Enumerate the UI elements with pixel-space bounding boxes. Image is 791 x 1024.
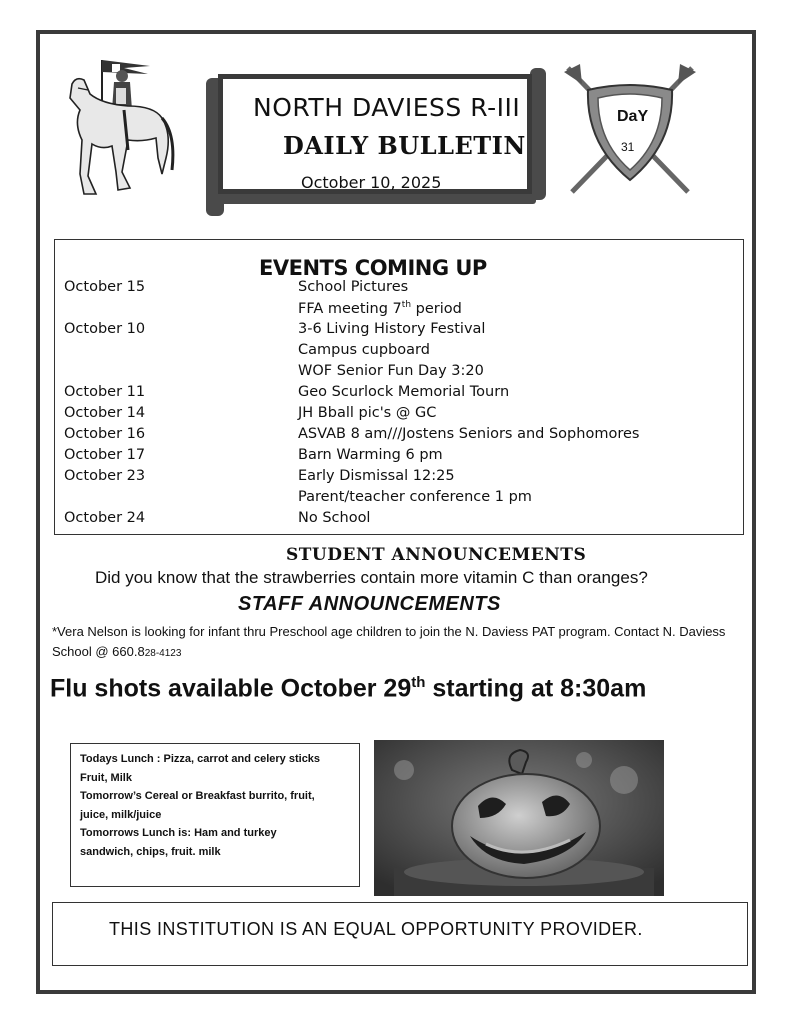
student-announcements-heading: STUDENT ANNOUNCEMENTS [286, 545, 587, 565]
event-text [298, 321, 485, 337]
knight-on-horse-icon [62, 54, 180, 210]
event-text [298, 489, 532, 505]
event-text-main: ASVAB 8 am///Jostens Seniors and Sophomores [298, 426, 640, 442]
phone-tail: 28-4123 [144, 648, 182, 659]
footer-box [52, 902, 748, 966]
event-text-main: JH Bball pic's @ GC [298, 405, 437, 421]
event-text-main: FFA meeting 7 [298, 300, 402, 317]
event-text-main: 3-6 Living History Festival [298, 321, 486, 337]
lunch-line: Tomorrows Lunch is: Ham and turkey [80, 827, 277, 839]
flu-sup: th [411, 674, 426, 691]
school-name: NORTH DAVIESS R-III [253, 93, 521, 122]
shield-swords-icon [560, 58, 700, 198]
event-date: October 24 [64, 510, 146, 526]
event-text [298, 426, 639, 442]
lunch-line: Tomorrow’s Cereal or Breakfast burrito, fruit, [80, 790, 315, 802]
bulletin-title: DAILY BULLETIN [283, 131, 526, 160]
event-text-main: WOF Senior Fun Day 3:20 [298, 363, 484, 379]
events-box [54, 239, 744, 535]
event-text-main: Parent/teacher conference 1 pm [298, 489, 532, 505]
lunch-line: juice, milk/juice [80, 808, 162, 821]
event-date: October 17 [64, 447, 146, 463]
flu-text: Flu shots available October 29 [50, 674, 412, 703]
event-text-after: period [411, 300, 462, 317]
event-text [298, 384, 509, 400]
staff-announcements-heading: STAFF ANNOUNCEMENTS [238, 593, 501, 615]
event-text-sup: th [401, 300, 412, 310]
event-date: October 11 [64, 384, 146, 400]
event-text-main: Early Dismissal 12:25 [298, 468, 455, 484]
header-banner [206, 70, 546, 222]
staff-announcement-body: *Vera Nelson is looking for infant thru Preschool age children to join the N. Daviess PAT program. Contact N. Daviess School @ 660.8 [52, 624, 726, 659]
header-box [218, 74, 532, 194]
day-label: DaY [617, 108, 649, 125]
event-text-main: Barn Warming 6 pm [298, 447, 443, 463]
event-date: October 15 [64, 279, 146, 295]
event-text [298, 363, 484, 379]
event-text [298, 300, 462, 317]
staff-announcement-text [52, 622, 752, 664]
flu-text-after: starting at 8:30am [425, 674, 647, 703]
carved-pumpkin-image [374, 740, 664, 896]
events-title: EVENTS COMING UP [259, 256, 487, 280]
event-date: October 14 [64, 405, 146, 421]
day-shield [560, 58, 700, 198]
flu-shots-notice [50, 674, 646, 703]
student-announcement-text: Did you know that the strawberries contain more vitamin C than oranges? [95, 568, 648, 587]
event-text [298, 342, 430, 358]
event-text [298, 468, 455, 484]
event-date: October 10 [64, 321, 146, 337]
event-text-main: School Pictures [298, 279, 409, 295]
event-date: October 23 [64, 468, 146, 484]
event-text [298, 279, 408, 295]
scroll-rail-right [530, 68, 546, 200]
bulletin-date: October 10, 2025 [301, 173, 442, 192]
lunch-line: Todays Lunch : Pizza, carrot and celery sticks [80, 753, 321, 765]
event-text-main: Geo Scurlock Memorial Tourn [298, 384, 510, 400]
event-text-main: No School [298, 510, 371, 526]
equal-opportunity-statement: THIS INSTITUTION IS AN EQUAL OPPORTUNITY PROVIDER. [109, 919, 643, 939]
event-text [298, 405, 436, 421]
lunch-line: sandwich, chips, fruit. milk [80, 845, 221, 858]
event-text [298, 447, 443, 463]
lunch-line: Fruit, Milk [80, 771, 132, 784]
event-text [298, 510, 370, 526]
event-text-main: Campus cupboard [298, 342, 430, 358]
event-date: October 16 [64, 426, 146, 442]
lunch-box [70, 743, 360, 887]
day-number: 31 [621, 140, 635, 154]
